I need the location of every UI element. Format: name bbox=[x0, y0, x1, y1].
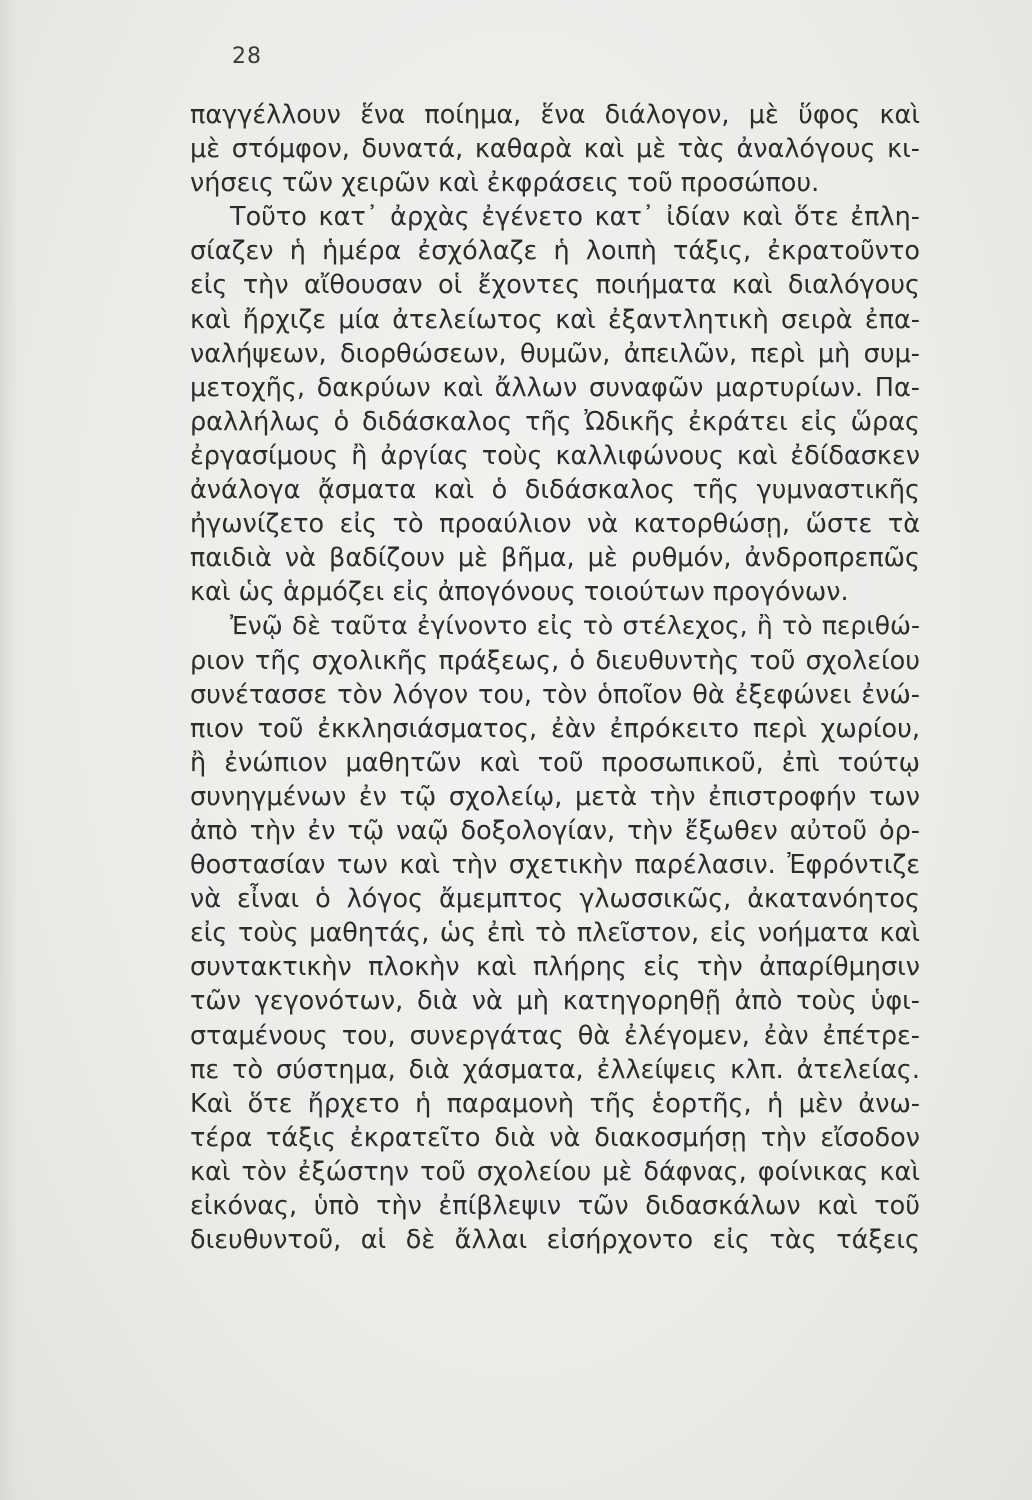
text-line: ριον τῆς σχολικῆς πράξεως, ὁ διευθυντὴς τοῦ σχολείου bbox=[190, 645, 920, 676]
text-line: διευθυντοῦ, αἱ δὲ ἄλλαι εἰσήρχοντο εἰς τὰς τάξεις bbox=[190, 1225, 920, 1256]
text-line: καὶ ἤρχιζε μία ἀτελείωτος καὶ ἐξαντλητικὴ σειρὰ ἐπα- bbox=[190, 304, 920, 335]
text-line: τέρα τάξις ἐκρατεῖτο διὰ νὰ διακοσμήσῃ τὴν εἴσοδον bbox=[190, 1122, 920, 1153]
text-line: πιον τοῦ ἐκκλησιάσματος, ἐὰν ἐπρόκειτο περὶ χωρίου, bbox=[190, 713, 920, 744]
text-line: τῶν γεγονότων, διὰ νὰ μὴ κατηγορηθῇ ἀπὸ τοὺς ὑφι- bbox=[190, 986, 920, 1017]
text-line: παγγέλλουν ἕνα ποίημα, ἕνα διάλογον, μὲ ὕφος καὶ bbox=[190, 100, 920, 130]
text-line: καὶ ὡς ἁρμόζει εἰς ἀπογόνους τοιούτων προγόνων. bbox=[190, 577, 849, 608]
text-line: εἰς τὴν αἴθουσαν οἱ ἔχοντες ποιήματα καὶ διαλόγους bbox=[190, 270, 920, 301]
text-line: νήσεις τῶν χειρῶν καὶ ἐκφράσεις τοῦ προσώπου. bbox=[190, 168, 820, 199]
text-line: ναλήψεων, διορθώσεων, θυμῶν, ἀπειλῶν, περὶ μὴ συμ- bbox=[190, 338, 920, 369]
text-line: συνέτασσε τὸν λόγον του, τὸν ὁποῖον θὰ ἐξεφώνει ἐνώ- bbox=[190, 679, 920, 710]
text-line: ἀπὸ τὴν ἐν τῷ ναῷ δοξολογίαν, τὴν ἔξωθεν αὐτοῦ ὀρ- bbox=[190, 815, 920, 846]
text-line: συνηγμένων ἐν τῷ σχολείῳ, μετὰ τὴν ἐπιστροφήν των bbox=[190, 781, 920, 812]
text-line: ἠγωνίζετο εἰς τὸ προαύλιον νὰ κατορθώσῃ, ὥστε τὰ bbox=[190, 509, 920, 540]
text-line: ἀνάλογα ᾄσματα καὶ ὁ διδάσκαλος τῆς γυμναστικῆς bbox=[190, 475, 920, 506]
text-line: ραλλήλως ὁ διδάσκαλος τῆς Ὠδικῆς ἐκράτει εἰς ὥρας bbox=[190, 406, 920, 437]
page-number: 28 bbox=[232, 44, 262, 69]
text-line: καὶ τὸν ἐξώστην τοῦ σχολείου μὲ δάφνας, φοίνικας καὶ bbox=[190, 1156, 920, 1187]
text-line: νὰ εἶναι ὁ λόγος ἄμεμπτος γλωσσικῶς, ἀκατανόητος bbox=[190, 884, 920, 915]
text-line: σίαζεν ἡ ἡμέρα ἐσχόλαζε ἡ λοιπὴ τάξις, ἐκρατοῦντο bbox=[190, 236, 920, 267]
text-line: σταμένους του, συνεργάτας θὰ ἐλέγομεν, ἐὰν ἐπέτρε- bbox=[190, 1020, 920, 1051]
text-line: παιδιὰ νὰ βαδίζουν μὲ βῆμα, μὲ ρυθμόν, ἀνδροπρεπῶς bbox=[190, 543, 920, 574]
text-line: ἐργασίμους ἢ ἀργίας τοὺς καλλιφώνους καὶ ἐδίδασκεν bbox=[190, 440, 920, 471]
text-line: εἰκόνας, ὑπὸ τὴν ἐπίβλεψιν τῶν διδασκάλων καὶ τοῦ bbox=[190, 1191, 920, 1221]
text-line: Τοῦτο κατ᾽ ἀρχὰς ἐγένετο κατ᾽ ἰδίαν καὶ ὅτε ἐπλη- bbox=[230, 202, 920, 233]
text-line: πε τὸ σύστημα, διὰ χάσματα, ἐλλείψεις κλπ. ἀτελείας. bbox=[190, 1054, 920, 1085]
body-text bbox=[190, 98, 920, 1257]
text-line: Ἐνῷ δὲ ταῦτα ἐγίνοντο εἰς τὸ στέλεχος, ἢ τὸ περιθώ- bbox=[230, 611, 920, 641]
page-edge-shadow bbox=[0, 0, 18, 1500]
text-line: μὲ στόμφον, δυνατά, καθαρὰ καὶ μὲ τὰς ἀναλόγους κι- bbox=[190, 134, 920, 165]
text-line: Καὶ ὅτε ἤρχετο ἡ παραμονὴ τῆς ἑορτῆς, ἡ μὲν ἀνω- bbox=[190, 1088, 920, 1119]
text-line: εἰς τοὺς μαθητάς, ὡς ἐπὶ τὸ πλεῖστον, εἰς νοήματα καὶ bbox=[190, 918, 920, 949]
text-line: ἢ ἐνώπιον μαθητῶν καὶ τοῦ προσωπικοῦ, ἐπὶ τούτῳ bbox=[190, 747, 920, 778]
text-line: συντακτικὴν πλοκὴν καὶ πλήρης εἰς τὴν ἀπαρίθμησιν bbox=[190, 952, 920, 983]
text-line: μετοχῆς, δακρύων καὶ ἄλλων συναφῶν μαρτυρίων. Πα- bbox=[190, 372, 920, 403]
text-line: θοστασίαν των καὶ τὴν σχετικὴν παρέλασιν. Ἐφρόντιζε bbox=[190, 850, 920, 881]
